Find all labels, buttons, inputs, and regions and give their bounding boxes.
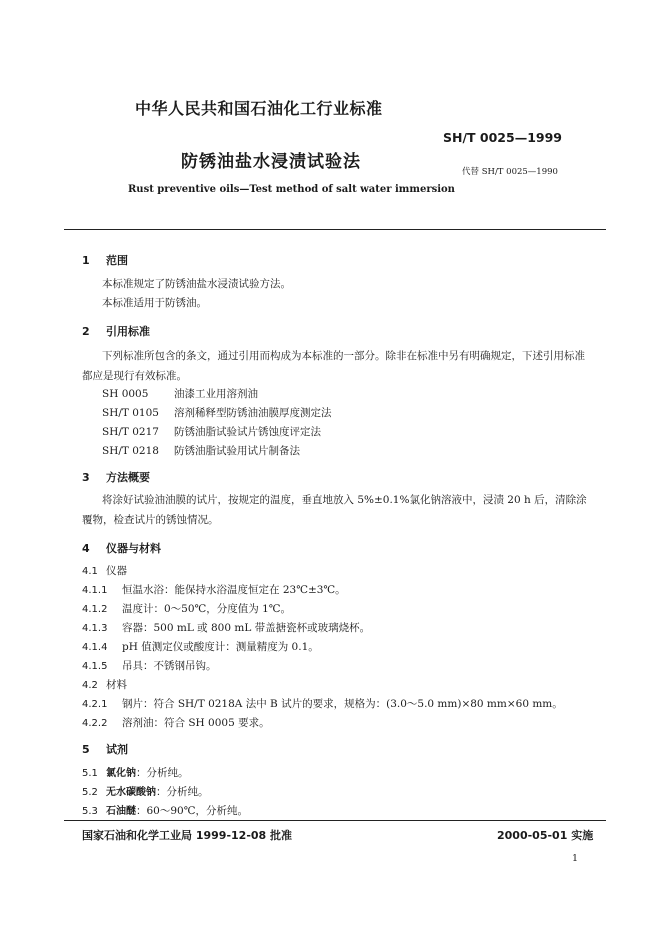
section-4-heading: 4 仪器与材料 (82, 542, 161, 555)
header-divider (64, 229, 606, 230)
reagent-item: 5.2 无水碳酸钠：分析纯。 (82, 786, 209, 798)
footer-divider (64, 820, 606, 821)
replaces-standard: 代替 SH/T 0025—1990 (462, 167, 558, 177)
clause-item: 4.2.1 钢片：符合 SH/T 0218A 法中 B 试片的要求，规格为：(3.0～5.0 mm)×80 mm×60 mm。 (82, 698, 563, 710)
scope-line-2: 本标准适用于防锈油。 (102, 297, 207, 309)
clause-item: 4.1.2 温度计：0～50℃，分度值为 1℃。 (82, 603, 292, 615)
reference-item: SH 0005 油漆工业用溶剂油 (102, 388, 258, 400)
reference-item: SH/T 0218 防锈油脂试验用试片制备法 (102, 445, 300, 457)
clause-item: 4.2 材料 (82, 679, 127, 691)
clause-item: 4.1.4 pH 值测定仪或酸度计：测量精度为 0.1。 (82, 641, 319, 653)
reference-item: SH/T 0105 溶剂稀释型防锈油油膜厚度测定法 (102, 407, 332, 419)
page-number: 1 (572, 853, 579, 864)
reagent-item: 5.1 氯化钠：分析纯。 (82, 767, 189, 779)
clause-item: 4.2.2 溶剂油：符合 SH 0005 要求。 (82, 717, 270, 729)
document-title: 防锈油盐水浸渍试验法 (181, 152, 361, 172)
clause-item: 4.1.5 吊具：不锈钢吊钩。 (82, 660, 217, 672)
issuing-authority: 中华人民共和国石油化工行业标准 (135, 99, 383, 118)
clause-item: 4.1.1 恒温水浴：能保持水浴温度恒定在 23℃±3℃。 (82, 584, 346, 596)
standard-code: SH/T 0025—1999 (443, 130, 562, 145)
section-5-heading: 5 试剂 (82, 743, 128, 756)
clause-item: 4.1.3 容器：500 mL 或 800 mL 带盖搪瓷杯或玻璃烧杯。 (82, 622, 371, 634)
approval-info: 国家石油和化学工业局 1999-12-08 批准 (82, 829, 293, 842)
scope-line-1: 本标准规定了防锈油盐水浸渍试验方法。 (102, 278, 291, 290)
section-3-heading: 3 方法概要 (82, 471, 150, 484)
clause-item: 4.1 仪器 (82, 565, 127, 577)
section-1-heading: 1 范围 (82, 254, 128, 267)
english-title: Rust preventive oils—Test method of salt water immersion (128, 184, 455, 195)
section-2-heading: 2 引用标准 (82, 325, 150, 338)
reference-item: SH/T 0217 防锈油脂试验试片锈蚀度评定法 (102, 426, 321, 438)
references-intro: 下列标准所包含的条文，通过引用而构成为本标准的一部分。除非在标准中另有明确规定，下述引用标准都应是现行有效标准。 (82, 350, 585, 382)
reagent-item: 5.3 石油醚：60～90℃，分析纯。 (82, 805, 248, 817)
method-summary: 将涂好试验油油膜的试片，按规定的温度，垂直地放入 5%±0.1%氯化钠溶液中，浸渍 20 h 后，清除涂覆物，检查试片的锈蚀情况。 (82, 494, 587, 526)
effective-date: 2000-05-01 实施 (497, 829, 594, 842)
